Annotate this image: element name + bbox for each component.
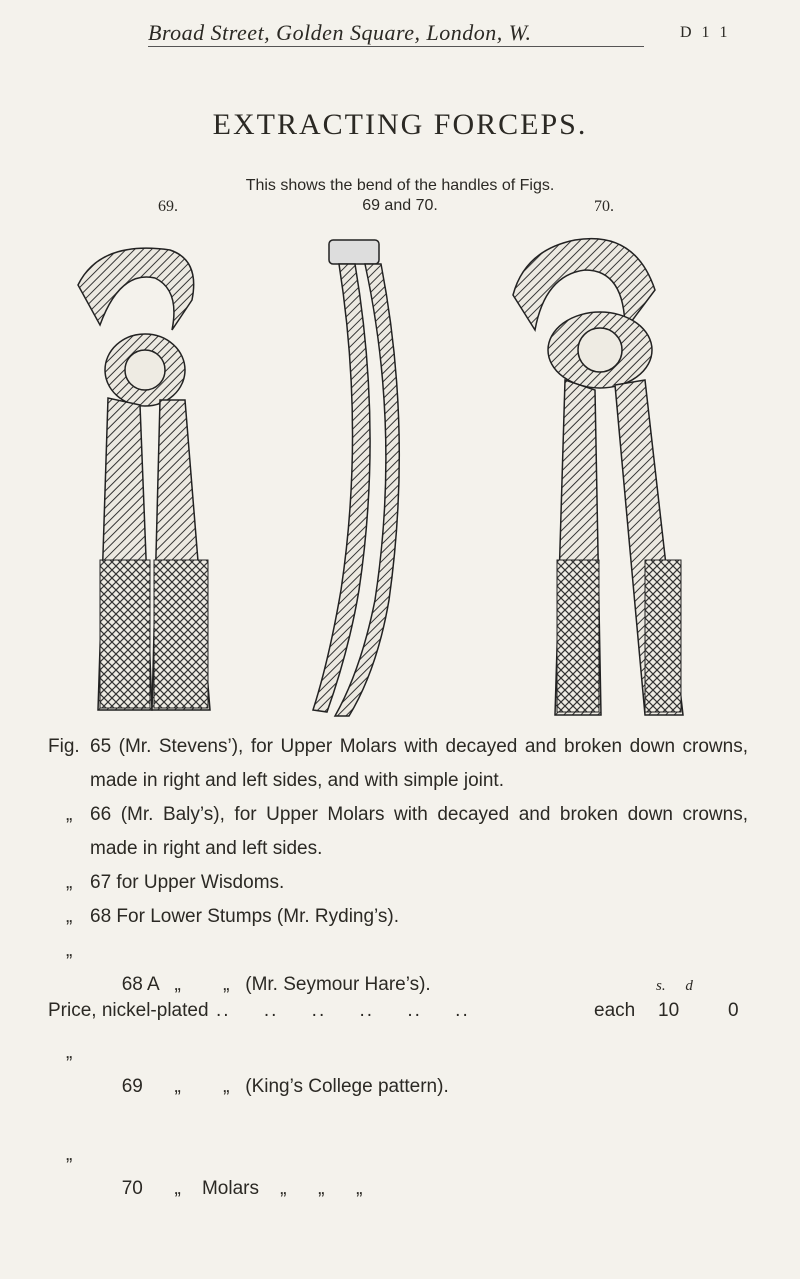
item-prefix: „ [66, 1042, 73, 1063]
page-signature: D 1 1 [680, 24, 731, 41]
item-number: 68 [90, 906, 112, 927]
shillings-head: s. [656, 978, 666, 994]
item-number: 67 [90, 872, 112, 893]
page-header [0, 16, 800, 56]
price-pence: 0 [728, 1000, 739, 1021]
price-unit: each [594, 1000, 636, 1021]
handle-bend-illustration [305, 230, 415, 720]
pence-head: d [685, 978, 693, 994]
item-description: „ „ (King’s College pattern). [174, 1076, 449, 1097]
figure-label-70: 70. [594, 198, 614, 215]
item-text [90, 1036, 748, 1138]
item-prefix: „ [66, 940, 73, 961]
item-prefix: „ [66, 872, 73, 893]
forceps-70-illustration [505, 230, 695, 720]
item-prefix: Fig. [48, 736, 80, 757]
item-description: „ Molars „ „ „ [174, 1178, 363, 1199]
list-item [48, 900, 748, 934]
header-rule [148, 46, 644, 47]
item-description: For Lower Stumps (Mr. Ryding’s). [116, 906, 400, 927]
list-item [48, 866, 748, 900]
price-column-heads [656, 978, 693, 995]
list-item [48, 1138, 748, 1240]
item-number: 68 A [121, 974, 159, 995]
item-description: „ „ (Mr. Seymour Hare’s). [174, 974, 431, 995]
price-label: Price, nickel-plated [48, 1000, 209, 1021]
item-text [90, 798, 748, 866]
item-description: (Mr. Baly’s), for Upper Molars with decayed and broken down crowns, made in right and left sides. [90, 804, 748, 859]
forceps-69-illustration [60, 230, 230, 720]
item-prefix: „ [66, 906, 73, 927]
item-number: 70 [121, 1178, 143, 1199]
forceps-list [48, 730, 748, 1240]
item-description: for Upper Wisdoms. [116, 872, 285, 893]
price-leaders: .. .. .. .. .. .. [216, 1000, 470, 1021]
item-prefix: „ [66, 1144, 73, 1165]
list-item [48, 1036, 748, 1138]
item-text [90, 730, 748, 798]
page-title: EXTRACTING FORCEPS. [212, 108, 588, 141]
item-prefix: „ [66, 804, 73, 825]
illustration-caption: This shows the bend of the handles of Figs. 69 and 70. [245, 177, 555, 214]
item-description: (Mr. Stevens’), for Upper Molars with decayed and broken down crowns, made in right and left sides, and with simple joint. [90, 736, 748, 791]
running-head: Broad Street, Golden Square, London, W. [148, 20, 532, 45]
item-text [90, 900, 748, 934]
item-text [90, 866, 748, 900]
item-number: 65 [90, 736, 112, 757]
list-item [48, 730, 748, 798]
list-item [48, 798, 748, 866]
item-number: 66 [90, 804, 112, 825]
figure-label-69: 69. [158, 198, 178, 215]
price-shillings: 10 [658, 1000, 680, 1021]
item-text [90, 1138, 748, 1240]
item-number: 69 [121, 1076, 143, 1097]
